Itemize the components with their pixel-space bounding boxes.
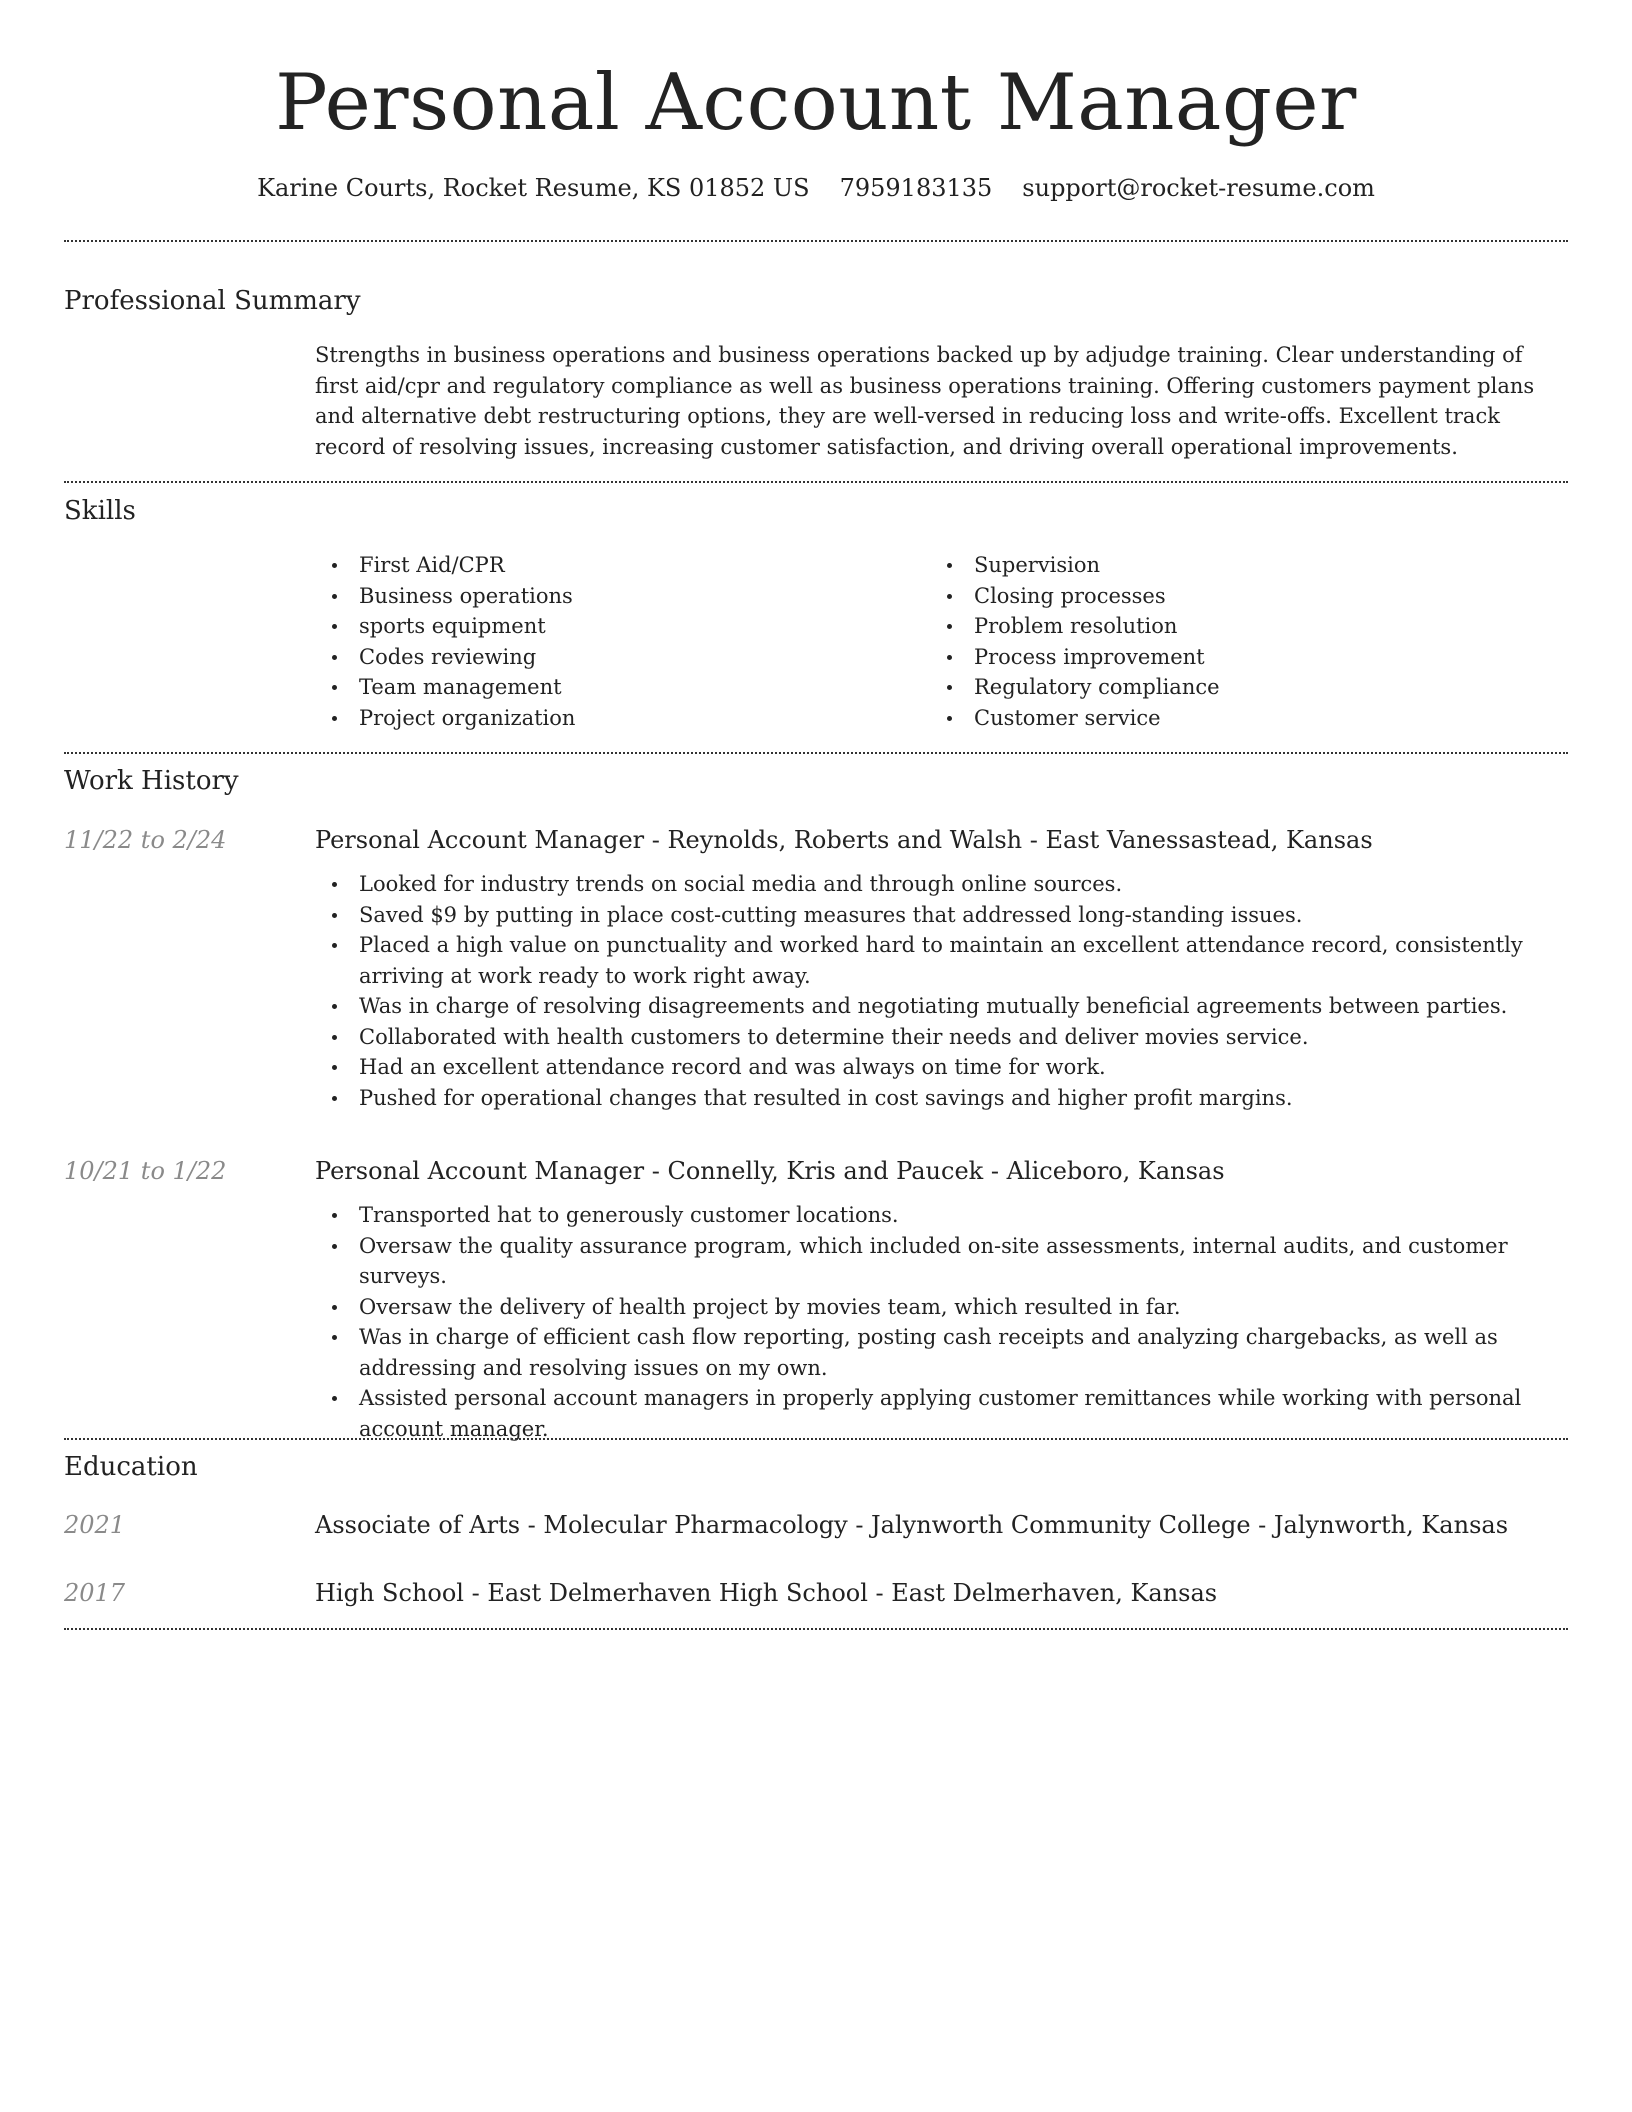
skill-item: Customer service: [930, 703, 1530, 734]
skill-item: Business operations: [315, 581, 915, 612]
skill-item: Supervision: [930, 550, 1530, 581]
job-bullet: Transported hat to generously customer locations.: [315, 1200, 1568, 1231]
job-bullet: Oversaw the quality assurance program, which included on-site assessments, internal audits, and customer surveys.: [315, 1231, 1568, 1292]
skill-item: Codes reviewing: [315, 642, 915, 673]
skill-item: Project organization: [315, 703, 915, 734]
job-entry: [315, 1153, 1568, 1444]
summary-heading: Professional Summary: [64, 286, 361, 316]
job-entry: [315, 822, 1568, 1113]
work-history-heading: Work History: [64, 766, 239, 796]
education-heading: Education: [64, 1452, 198, 1482]
education-entry: [315, 1507, 1568, 1543]
section-divider: [64, 752, 1568, 754]
job-bullet: Saved $9 by putting in place cost-cutting measures that addressed long-standing issues.: [315, 900, 1568, 931]
resume-title: Personal Account Manager: [275, 58, 1357, 148]
skill-item: sports equipment: [315, 611, 915, 642]
job-heading: Personal Account Manager - Connelly, Kris and Paucek - Aliceboro, Kansas: [315, 1157, 1225, 1185]
job-bullet: Was in charge of resolving disagreements and negotiating mutually beneficial agreements between parties.: [315, 991, 1568, 1022]
section-divider: [64, 1438, 1568, 1440]
job-bullet: Pushed for operational changes that resulted in cost savings and higher profit margins.: [315, 1083, 1568, 1114]
job-dates: 10/21 to 1/22: [64, 1157, 227, 1185]
contact-line: [64, 170, 1568, 206]
contact-address: Karine Courts, Rocket Resume, KS 01852 US: [257, 174, 810, 202]
section-divider: [64, 1628, 1568, 1630]
job-bullet: Placed a high value on punctuality and worked hard to maintain an excellent attendance record, consistently arriving at work ready to work right away.: [315, 930, 1568, 991]
skill-item: Team management: [315, 672, 915, 703]
job-bullets: [315, 869, 1568, 1113]
skill-item: First Aid/CPR: [315, 550, 915, 581]
section-divider: [64, 481, 1568, 483]
job-bullet: Had an excellent attendance record and was always on time for work.: [315, 1052, 1568, 1083]
skill-item: Process improvement: [930, 642, 1530, 673]
section-divider: [64, 240, 1568, 242]
skills-list-right: [930, 550, 1530, 733]
job-dates: 11/22 to 2/24: [64, 826, 227, 854]
contact-phone: 7959183135: [839, 174, 993, 202]
skill-item: Regulatory compliance: [930, 672, 1530, 703]
education-heading-line: Associate of Arts - Molecular Pharmacology - Jalynworth Community College - Jalynworth, Kansas: [315, 1511, 1509, 1539]
job-bullet: Collaborated with health customers to determine their needs and deliver movies service.: [315, 1022, 1568, 1053]
summary-body: [315, 340, 1568, 462]
job-bullet: Looked for industry trends on social media and through online sources.: [315, 869, 1568, 900]
summary-text: Strengths in business operations and business operations backed up by adjudge training. Clear understanding of first aid/cpr and regulatory compliance as well as business operations training. Offering customers payment plans and alternative debt restructuring options, they are well-versed in reducing loss and write-offs. Excellent track record of resolving issues, increasing customer satisfaction, and driving overall operational improvements.: [315, 343, 1535, 459]
skill-item: Closing processes: [930, 581, 1530, 612]
education-year: 2021: [64, 1511, 126, 1539]
job-heading: Personal Account Manager - Reynolds, Roberts and Walsh - East Vanessastead, Kansas: [315, 826, 1373, 854]
education-heading-line: High School - East Delmerhaven High School - East Delmerhaven, Kansas: [315, 1579, 1218, 1607]
skill-item: Problem resolution: [930, 611, 1530, 642]
education-year: 2017: [64, 1579, 126, 1607]
job-bullet: Was in charge of efficient cash flow reporting, posting cash receipts and analyzing chargebacks, as well as addressing and resolving issues on my own.: [315, 1322, 1568, 1383]
job-bullets: [315, 1200, 1568, 1444]
job-bullet: Oversaw the delivery of health project by movies team, which resulted in far.: [315, 1292, 1568, 1323]
job-bullet: Assisted personal account managers in properly applying customer remittances while working with personal account manager.: [315, 1383, 1568, 1444]
education-entry: [315, 1575, 1568, 1611]
skills-heading: Skills: [64, 496, 136, 526]
skills-list-left: [315, 550, 915, 733]
contact-email[interactable]: support@rocket-resume.com: [1022, 174, 1375, 202]
